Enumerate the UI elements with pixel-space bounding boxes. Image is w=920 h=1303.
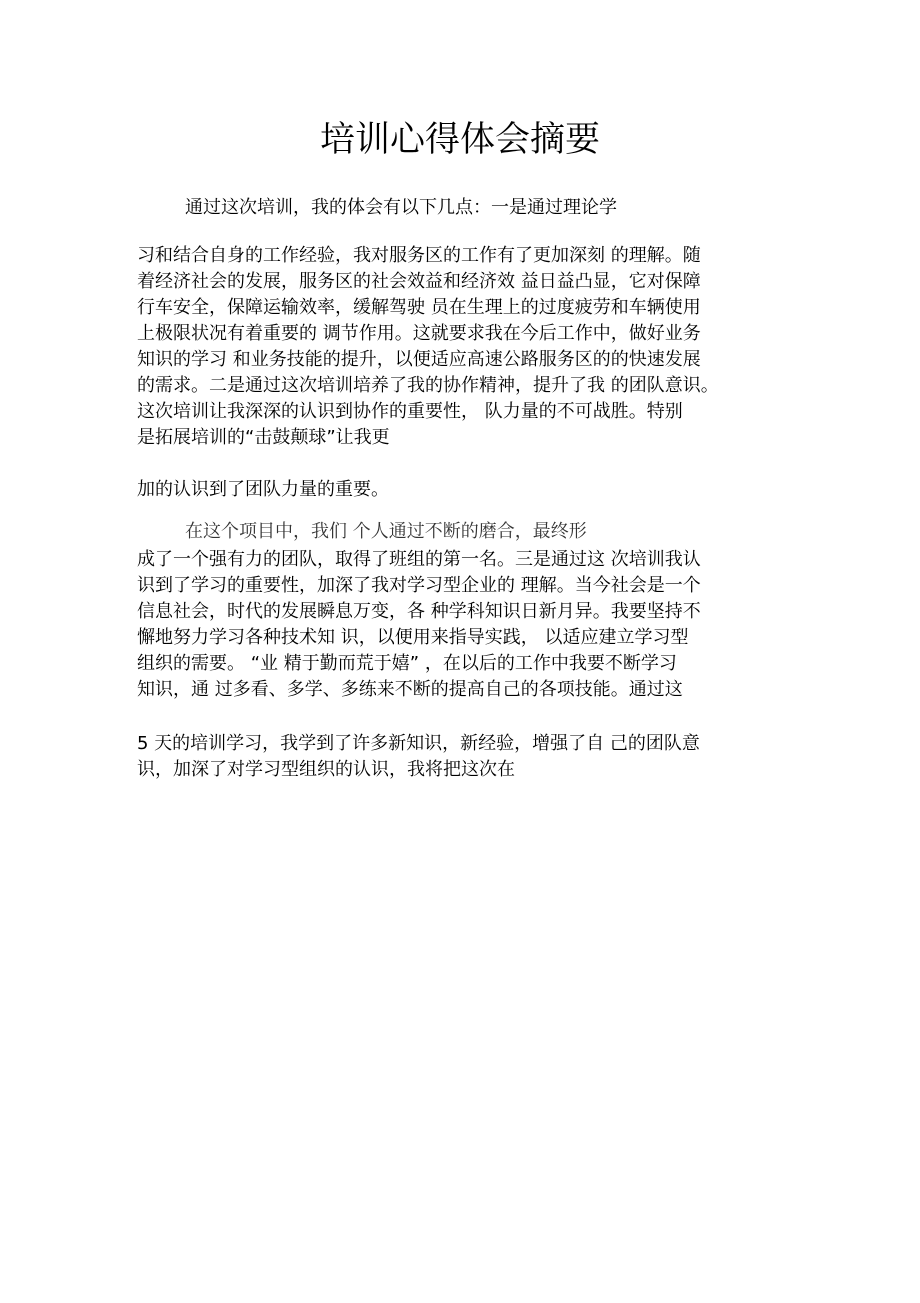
text-line: 知识的学习 和业务技能的提升，以便适应高速公路服务区的的快速发展 [137, 349, 701, 370]
text-line: 着经济社会的发展，服务区的社会效益和经济效 益日益凸显，它对保障 [137, 271, 701, 292]
text-line: 懈地努力学习各种技术知 识，以便用来指导实践， 以适应建立学习型 [137, 627, 689, 648]
text-line: 信息社会，时代的发展瞬息万变，各 种学科知识日新月异。我要坚持不 [137, 601, 701, 622]
text-line: 这次培训让我深深的认识到协作的重要性， 队力量的不可战胜。特别 [137, 401, 683, 422]
text-line: 上极限状况有着重要的 调节作用。这就要求我在今后工作中，做好业务 [137, 323, 701, 344]
text-line: 5 天的培训学习，我学到了许多新知识，新经验，增强了自 己的团队意 [137, 733, 700, 754]
text-line: 的需求。二是通过这次培训培养了我的协作精神，提升了我 的团队意识。 [137, 375, 719, 396]
text-line: 行车安全，保障运输效率，缓解驾驶 员在生理上的过度疲劳和车辆使用 [137, 297, 701, 318]
text-line: 加的认识到了团队力量的重要。 [137, 479, 389, 500]
text-line: 是拓展培训的“击鼓颠球”让我更 [137, 427, 390, 448]
text-line: 通过这次培训，我的体会有以下几点：一是通过理论学 [185, 197, 617, 218]
text-line: 成了一个强有力的团队，取得了班组的第一名。三是通过这 次培训我认 [137, 549, 701, 570]
text-line: 识到了学习的重要性，加深了我对学习型企业的 理解。当今社会是一个 [137, 575, 701, 596]
text-line: 在这个项目中，我们 个人通过不断的磨合，最终形 [185, 521, 587, 542]
text-line: 识，加深了对学习型组织的认识，我将把这次在 [137, 759, 515, 780]
text-line: 知识，通 过多看、多学、多练来不断的提高自己的各项技能。通过这 [137, 679, 683, 700]
document-title: 培训心得体会摘要 [319, 120, 600, 160]
text-line: 组织的需要。 “业 精于勤而荒于嬉” ，在以后的工作中我要不断学习 [137, 653, 677, 674]
text-line: 习和结合自身的工作经验，我对服务区的工作有了更加深刻 的理解。随 [137, 245, 701, 266]
